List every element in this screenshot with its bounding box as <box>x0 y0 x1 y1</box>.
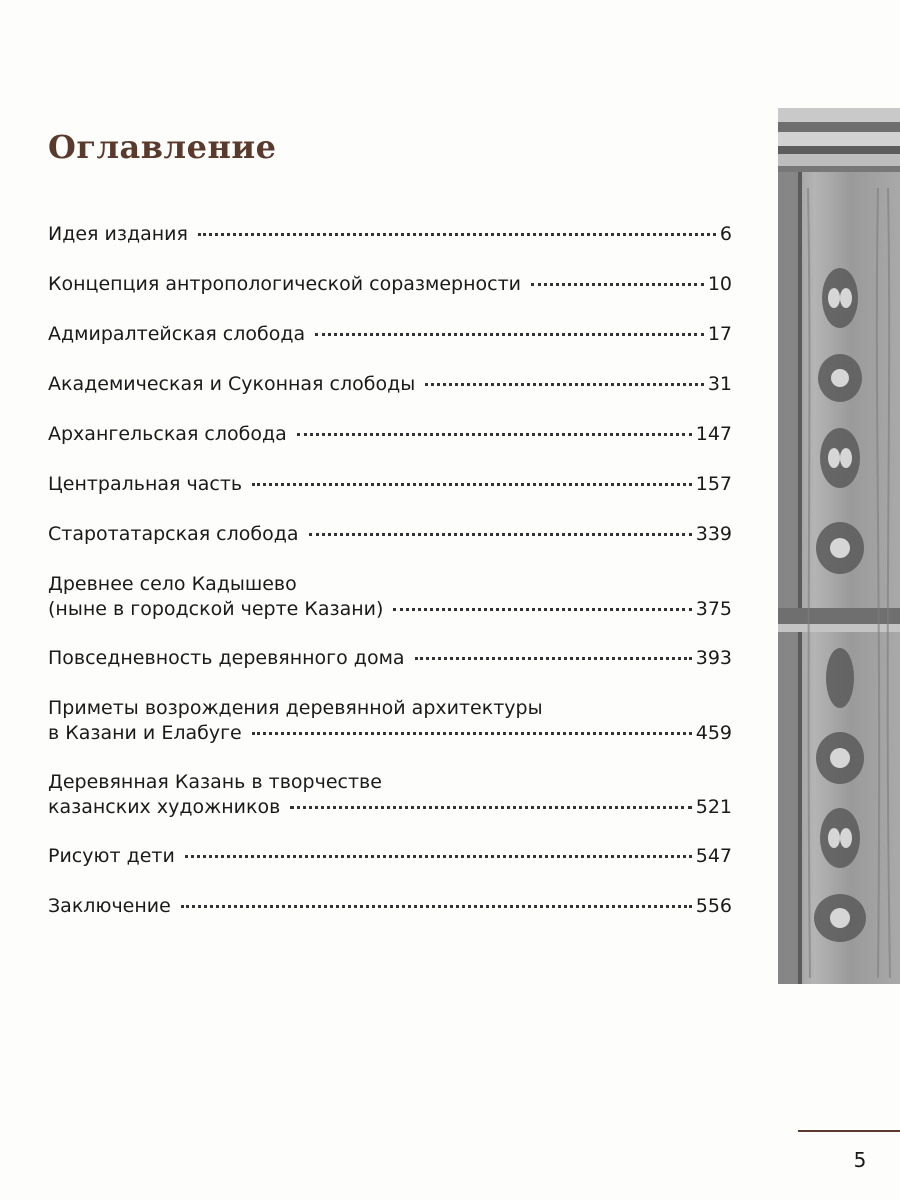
toc-entry-title: Старотатарская слобода <box>48 523 299 545</box>
toc-page-number: 6 <box>719 223 732 245</box>
toc-entry-title: казанских художников <box>48 796 281 818</box>
toc-entry[interactable] <box>48 322 732 347</box>
toc-entry[interactable] <box>48 472 732 497</box>
dot-leader <box>315 333 704 336</box>
toc-entry[interactable] <box>48 844 732 869</box>
toc-entry-title: Центральная часть <box>48 473 243 495</box>
dot-leader <box>290 806 691 809</box>
toc-entry-title: Рисуют дети <box>48 845 175 867</box>
toc-entry[interactable] <box>48 522 732 547</box>
dot-leader <box>425 383 704 386</box>
dot-leader <box>297 433 692 436</box>
dot-leader <box>252 483 692 486</box>
toc-entry-title: (ныне в городской черте Казани) <box>48 598 384 620</box>
dot-leader <box>185 855 692 858</box>
toc-entry-title: Заключение <box>48 895 171 917</box>
toc-entry[interactable] <box>48 572 732 622</box>
toc-page-number: 339 <box>695 523 732 545</box>
dot-leader <box>531 283 704 286</box>
toc-page-number: 393 <box>695 647 732 669</box>
toc-page-number: 147 <box>695 423 732 445</box>
toc-page-number: 31 <box>707 373 732 395</box>
dot-leader <box>393 608 691 611</box>
toc-entry-title: Адмиралтейская слобода <box>48 323 306 345</box>
dot-leader <box>252 732 692 735</box>
toc-entry[interactable] <box>48 770 732 820</box>
toc-entry[interactable] <box>48 646 732 671</box>
toc-entry[interactable] <box>48 372 732 397</box>
toc-page-number: 556 <box>695 895 732 917</box>
toc-entry[interactable] <box>48 422 732 447</box>
footer-rule <box>798 1130 900 1132</box>
page-title: Оглавление <box>48 128 277 166</box>
toc-page-number: 375 <box>695 598 732 620</box>
dot-leader <box>309 533 692 536</box>
toc-entry[interactable] <box>48 696 732 746</box>
toc-page-number: 17 <box>707 323 732 345</box>
dot-leader <box>181 905 692 908</box>
toc-page-number: 10 <box>707 273 732 295</box>
toc-entry[interactable] <box>48 272 732 297</box>
toc-page-number: 521 <box>695 796 732 818</box>
toc-entry-title: Древнее село Кадышево <box>48 573 297 595</box>
carved-wood-ornament-image <box>778 108 900 984</box>
toc-entry-title: Повседневность деревянного дома <box>48 647 405 669</box>
toc-entry[interactable] <box>48 894 732 919</box>
toc-page-number: 157 <box>695 473 732 495</box>
toc-entry-title: Деревянная Казань в творчестве <box>48 771 382 793</box>
page-number: 5 <box>853 1148 867 1172</box>
toc-entry-title: Приметы возрождения деревянной архитектуры <box>48 697 543 719</box>
toc-entry-title: в Казани и Елабуге <box>48 722 242 744</box>
toc-entry-title: Идея издания <box>48 223 188 245</box>
toc-entry-title: Концепция антропологической соразмерности <box>48 273 522 295</box>
dot-leader <box>198 233 716 236</box>
toc-entry-title: Архангельская слобода <box>48 423 287 445</box>
toc-page-number: 547 <box>695 845 732 867</box>
toc-entry[interactable] <box>48 222 732 247</box>
dot-leader <box>415 657 692 660</box>
toc-entry-title: Академическая и Суконная слободы <box>48 373 416 395</box>
toc-page-number: 459 <box>695 722 732 744</box>
